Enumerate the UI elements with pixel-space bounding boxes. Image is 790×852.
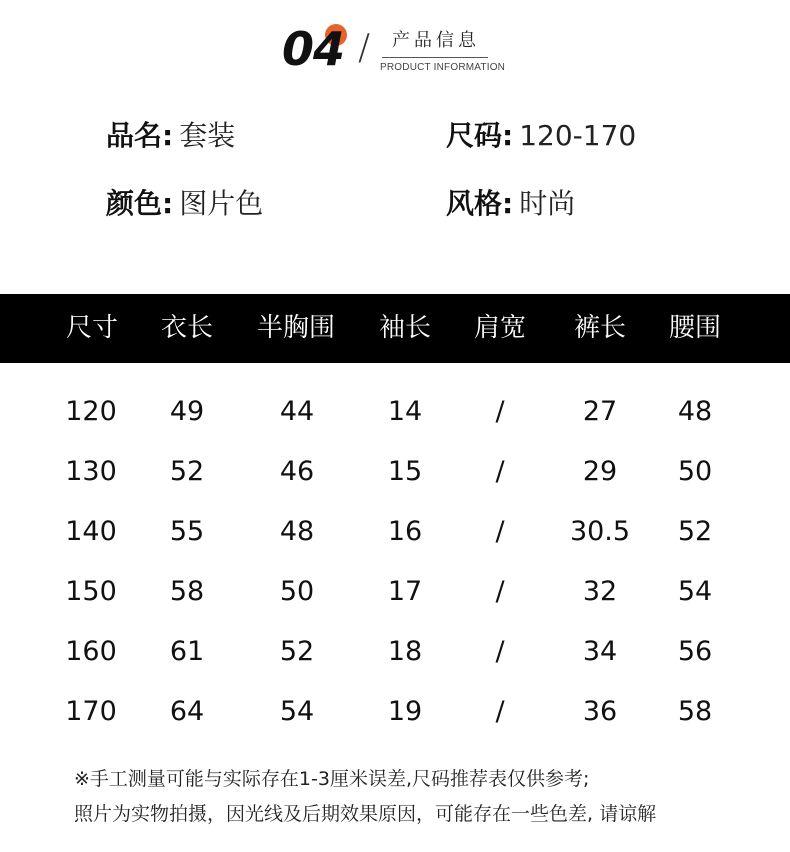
table-cell: / [495, 576, 505, 607]
section-number: 04 [282, 22, 345, 76]
table-cell: 32 [582, 576, 618, 607]
table-cell: 150 [65, 576, 117, 607]
section-header [0, 0, 790, 90]
table-cell: 36 [582, 696, 618, 727]
table-cell: 52 [677, 516, 713, 547]
table-cell: 48 [677, 396, 713, 427]
table-cell: 44 [279, 396, 315, 427]
table-cell: 54 [677, 576, 713, 607]
table-cell: / [495, 516, 505, 547]
table-cell: 29 [582, 456, 618, 487]
header-underline [382, 57, 488, 58]
header-cell-waist: 腰围 [668, 313, 722, 343]
table-cell: 50 [279, 576, 315, 607]
table-cell: 140 [65, 516, 117, 547]
table-cell: 14 [387, 396, 423, 427]
header-divider-slash: / [358, 27, 371, 68]
info-color [106, 187, 264, 220]
table-row [0, 502, 790, 562]
table-cell: 52 [279, 636, 315, 667]
table-cell: 17 [387, 576, 423, 607]
table-row [0, 622, 790, 682]
header-title-cn: 产品信息 [392, 30, 480, 51]
info-style [446, 187, 576, 220]
table-cell: / [495, 456, 505, 487]
size-table-header [0, 294, 790, 363]
size-value: 120-170 [519, 119, 637, 152]
table-row [0, 682, 790, 742]
table-cell: 160 [65, 636, 117, 667]
product-name-label: 品名: [106, 119, 174, 152]
header-cell-size: 尺寸 [65, 313, 119, 343]
info-size [446, 119, 637, 152]
style-value: 时尚 [519, 187, 576, 220]
style-label: 风格: [446, 187, 514, 220]
table-cell: 61 [169, 636, 205, 667]
table-row [0, 382, 790, 442]
header-title-en: PRODUCT INFORMATION [380, 62, 506, 73]
header-cell-sleeve: 袖长 [378, 313, 432, 343]
table-row [0, 442, 790, 502]
table-cell: 16 [387, 516, 423, 547]
table-cell: 27 [582, 396, 618, 427]
table-cell: / [495, 636, 505, 667]
header-cell-length: 衣长 [160, 313, 214, 343]
table-cell: 19 [387, 696, 423, 727]
table-cell: 34 [582, 636, 618, 667]
table-cell: 49 [169, 396, 205, 427]
table-cell: 52 [169, 456, 205, 487]
table-row [0, 562, 790, 622]
color-label: 颜色: [106, 187, 174, 220]
header-cell-pants-length: 裤长 [573, 313, 627, 343]
table-cell: 50 [677, 456, 713, 487]
header-cell-shoulder: 肩宽 [473, 313, 527, 343]
table-cell: 120 [65, 396, 117, 427]
table-cell: 58 [169, 576, 205, 607]
table-cell: 64 [169, 696, 205, 727]
table-cell: 46 [279, 456, 315, 487]
table-cell: 170 [65, 696, 117, 727]
table-cell: / [495, 396, 505, 427]
table-cell: 30.5 [569, 516, 631, 547]
header-cell-half-chest: 半胸围 [256, 313, 336, 343]
table-cell: 48 [279, 516, 315, 547]
disclaimer-line-1: ※手工测量可能与实际存在1-3厘米误差,尺码推荐表仅供参考; [74, 768, 590, 790]
disclaimer-line-2: 照片为实物拍摄，因光线及后期效果原因，可能存在一些色差, 请谅解 [74, 803, 657, 825]
color-value: 图片色 [179, 187, 264, 220]
product-name-value: 套装 [179, 119, 236, 152]
table-cell: 58 [677, 696, 713, 727]
table-cell: 18 [387, 636, 423, 667]
table-cell: 130 [65, 456, 117, 487]
table-cell: 54 [279, 696, 315, 727]
table-cell: 15 [387, 456, 423, 487]
size-label: 尺码: [446, 119, 514, 152]
info-product-name [106, 119, 236, 152]
table-cell: / [495, 696, 505, 727]
table-cell: 55 [169, 516, 205, 547]
table-cell: 56 [677, 636, 713, 667]
